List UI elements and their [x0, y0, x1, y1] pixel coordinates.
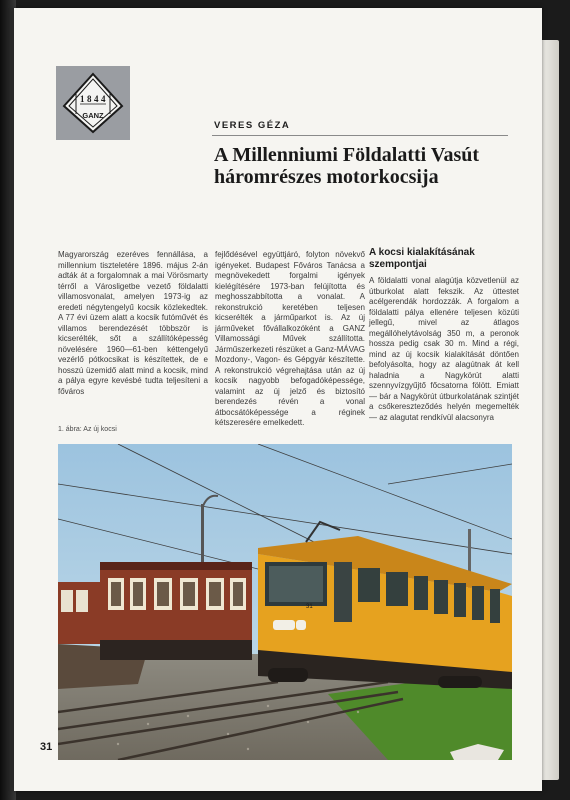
title-line-1: A Millenniumi Földalatti Vasút [214, 144, 480, 166]
section-heading: A kocsi kialakításának szempontjai [369, 247, 475, 270]
title-line-2: háromrészes motorkocsija [214, 166, 439, 188]
logo-year-digit-2: 8 [87, 94, 92, 104]
author-name: VERES GÉZA [214, 120, 291, 131]
ganz-logo [56, 66, 130, 140]
logo-year-digit-3: 4 [94, 94, 99, 104]
tram-photo [58, 444, 512, 760]
figure-caption: 1. ábra: Az új kocsi [58, 426, 117, 433]
page-number: 31 [40, 741, 53, 753]
text-column-1 [58, 250, 208, 397]
logo-year-digit-4: 4 [101, 94, 106, 104]
column-2-text: fejlődésével együttjáró, folyton növekvő igényeket. Budapest Főváros Tanácsa a megnövekedett forgalmi igények kielégítésére 1973-ban felújította és meghosszabbította a vonalat. A rekonstrukció keretében teljesen kicserélték a járműparkot is. Az új járműveket fővállalkozóként a GANZ Villamossági Művek szállította. Járműszerkezeti részüket a Ganz-MÁVAG Mozdony-, Vagon- és Gépgyár készítette. A rekonstrukció végrehajtása után az új kocsik nagyobb befogadóképessége, valamint az új jelző és biztosító berendezés révén a vonal átbocsátóképessége a réginek kétszeresére emelkedett. [215, 250, 365, 427]
article-title [214, 144, 514, 188]
column-1-text: Magyarország ezeréves fennállása, a millennium tiszteletére 1896. május 2-án adták át a forgalomnak a mai Vörösmarty térről a Városligetbe vezető földalatti villamosvonalat, amelyen 1973-ig az eredeti négytengelyű kocsik közlekedtek. A 77 évi üzem alatt a kocsik futóművét és villamos berendezését többször is kicserélték, sőt a szállítóképesség növelésére 1960—61-ben kéttengelyű vezérlő pótkocsikat is készítettek, de e hosszú üzemidő alatt mind a kocsik, mind a pálya egyre kevésbé tudta teljesíteni a főváros [58, 250, 208, 396]
header-rule [212, 135, 508, 136]
column-3-text: A földalatti vonal alagútja közvetlenül az útburkolat alatt fekszik. Az úttestet acélgerendák hordozzák. A forgalom a földalatti pálya ellenére teljesen közúti jellegű, mivel az átlagos megállóhelytávolság 350 m, a peronok hossza pedig csak 30 m. Mind a régi, mind az új kocsik kialakítását döntően befolyásolta, hogy az alagútnak át kell haladnia a Nagykörút alatti szennyvízgyűjtő főcsatorna fölött. Emiatt — bár a Nagykörút útburkolatának szintjét a csőkereszteződés helyén megemelték — az alagutat rendkívül alacsonyra [369, 276, 519, 422]
car-number: 31 [306, 604, 313, 610]
logo-year-digit-1: 1 [80, 94, 85, 104]
text-column-3 [369, 247, 519, 423]
logo-brand: GANZ [82, 111, 104, 120]
text-column-2 [215, 250, 365, 429]
book-page [14, 8, 542, 791]
